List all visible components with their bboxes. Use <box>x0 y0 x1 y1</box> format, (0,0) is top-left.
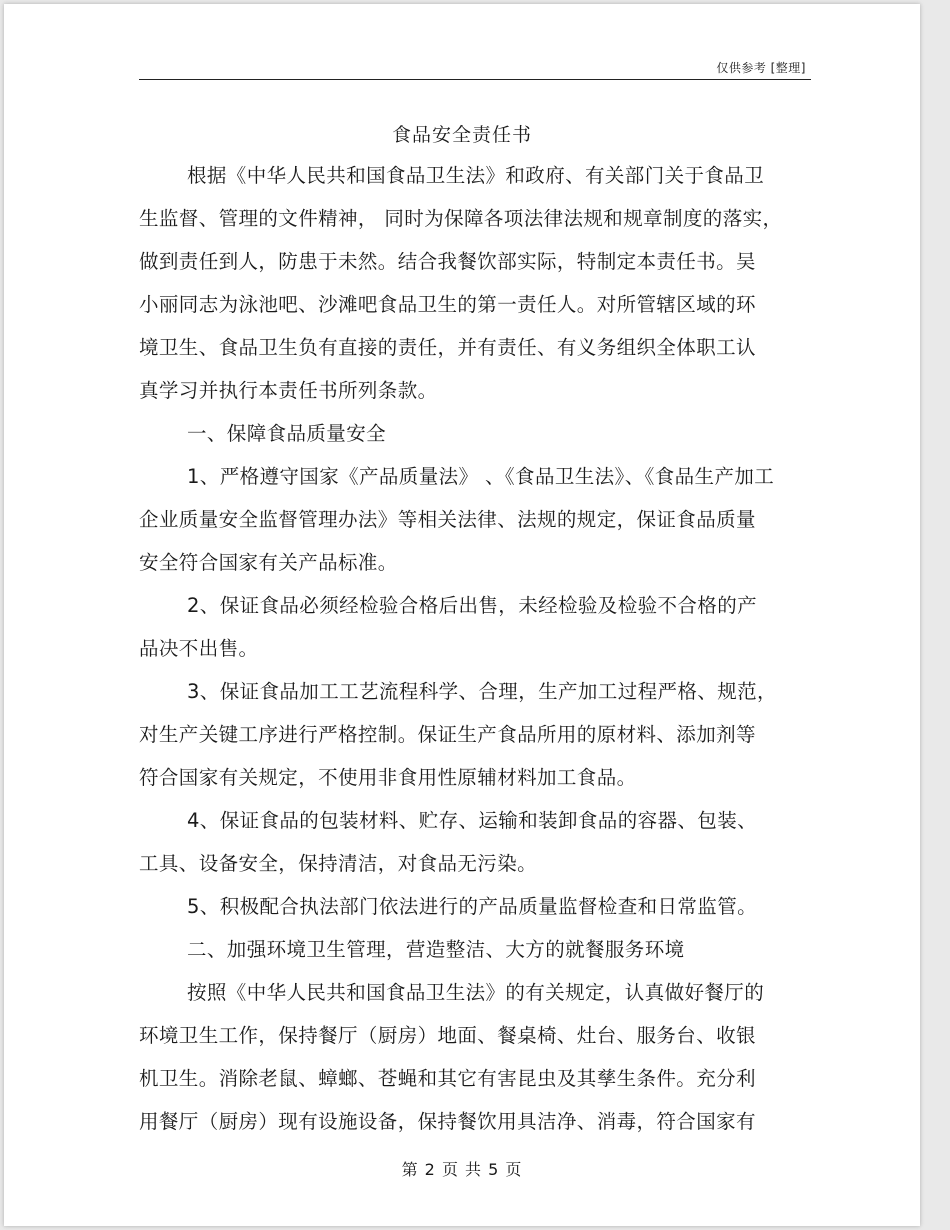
text-line: 做到责任到人，防患于未然。结合我餐饮部实际，特制定本责任书。吴 <box>139 250 756 273</box>
text-line: 1、严格遵守国家《产品质量法》 、《食品卫生法》、《食品生产加工 <box>187 465 775 488</box>
text-line: 机卫生。消除老鼠、蟑螂、苍蝇和其它有害昆虫及其孳生条件。充分利 <box>139 1067 756 1090</box>
page-number: 第 2 页 共 5 页 <box>401 1160 523 1179</box>
text-line: 境卫生、食品卫生负有直接的责任，并有责任、有义务组织全体职工认 <box>139 336 756 359</box>
text-line: 真学习并执行本责任书所列条款。 <box>139 379 438 402</box>
text-line: 根据《中华人民共和国食品卫生法》和政府、有关部门关于食品卫 <box>187 164 765 187</box>
text-line: 二、加强环境卫生管理，营造整洁、大方的就餐服务环境 <box>187 938 685 961</box>
text-line: 品决不出售。 <box>139 637 259 660</box>
document-title: 食品安全责任书 <box>391 124 532 146</box>
text-line: 一、保障食品质量安全 <box>187 422 387 445</box>
text-line: 企业质量安全监督管理办法》等相关法律、法规的规定，保证食品质量 <box>139 508 756 531</box>
text-line: 安全符合国家有关产品标准。 <box>139 551 398 574</box>
header-divider <box>139 79 811 80</box>
text-line: 3、保证食品加工工艺流程科学、合理，生产加工过程严格、规范， <box>187 680 777 703</box>
header-note: 仅供参考 [整理] <box>716 61 806 75</box>
document-body <box>139 154 804 1143</box>
document-page <box>4 4 920 1226</box>
text-line: 环境卫生工作，保持餐厅（厨房）地面、餐桌椅、灶台、服务台、收银 <box>139 1024 756 1047</box>
text-line: 生监督、管理的文件精神， 同时为保障各项法律法规和规章制度的落实， <box>139 207 783 230</box>
text-line: 4、保证食品的包装材料、贮存、运输和装卸食品的容器、包装、 <box>187 809 758 832</box>
text-line: 按照《中华人民共和国食品卫生法》的有关规定，认真做好餐厅的 <box>187 981 765 1004</box>
text-line: 符合国家有关规定，不使用非食用性原辅材料加工食品。 <box>139 766 637 789</box>
text-line: 对生产关键工序进行严格控制。保证生产食品所用的原材料、添加剂等 <box>139 723 756 746</box>
text-line: 工具、设备安全，保持清洁，对食品无污染。 <box>139 852 538 875</box>
text-line: 2、保证食品必须经检验合格后出售，未经检验及检验不合格的产 <box>187 594 758 617</box>
text-line: 用餐厅（厨房）现有设施设备，保持餐饮用具洁净、消毒，符合国家有 <box>139 1110 756 1133</box>
text-line: 5、积极配合执法部门依法进行的产品质量监督检查和日常监管。 <box>187 895 758 918</box>
text-line: 小丽同志为泳池吧、沙滩吧食品卫生的第一责任人。对所管辖区域的环 <box>139 293 756 316</box>
